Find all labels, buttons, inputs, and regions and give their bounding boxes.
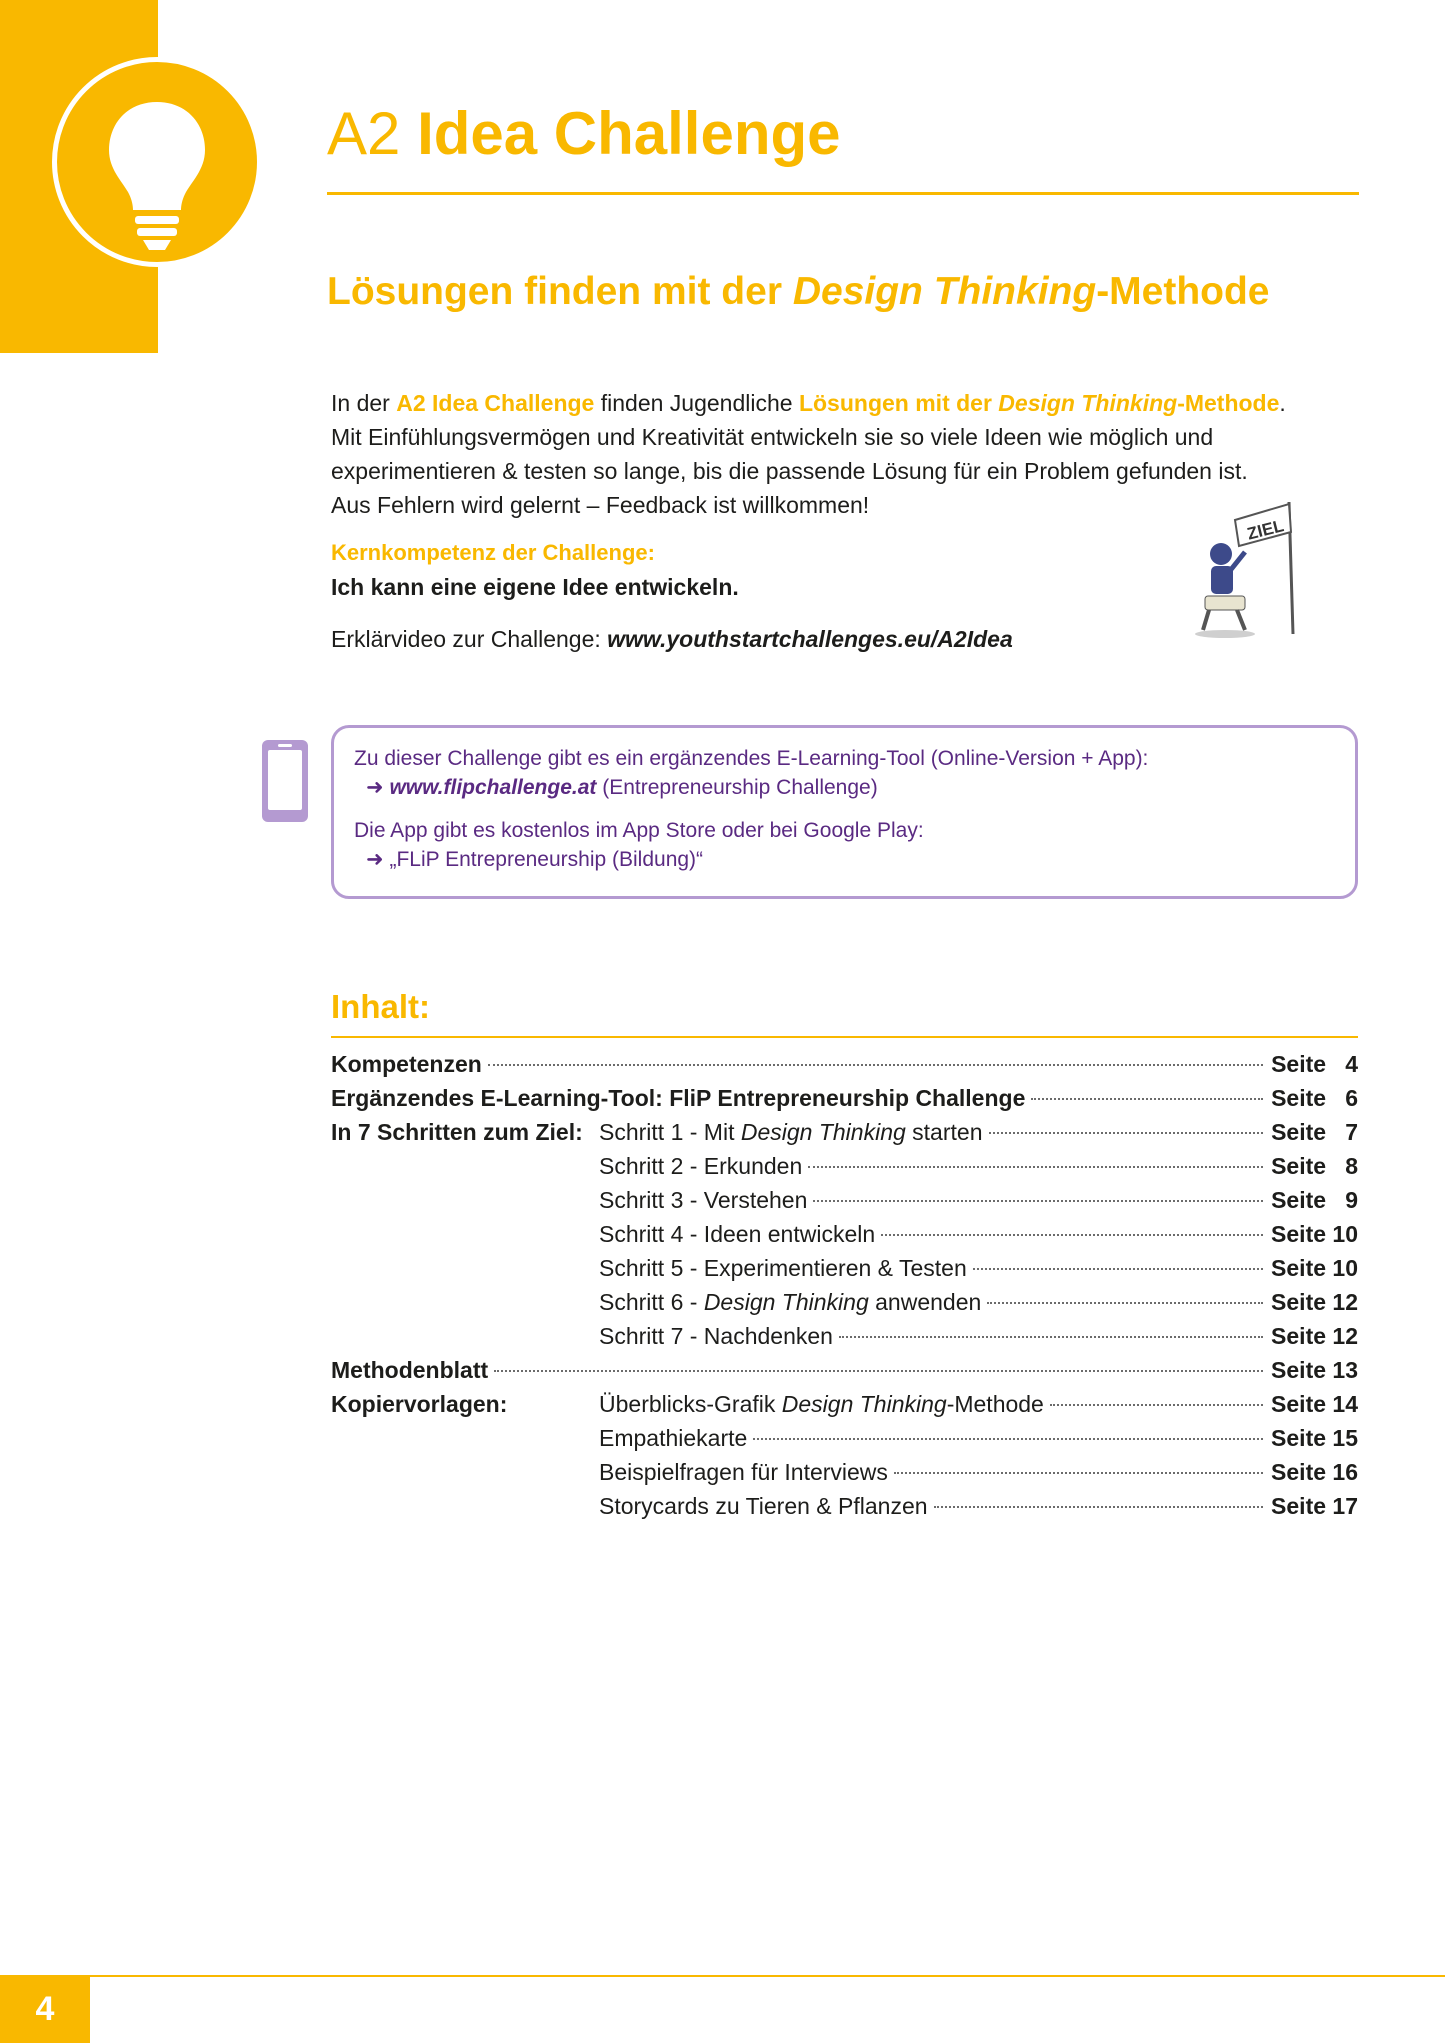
toc-row[interactable]: In 7 Schritten zum Ziel: Schritt 1 - Mit Design Thinking starten Seite 7 (331, 1115, 1358, 1149)
toc-row[interactable]: Empathiekarte Seite 15 (599, 1425, 1358, 1451)
toc-heading: Inhalt: (331, 988, 430, 1025)
video-line: Erklärvideo zur Challenge: www.youthstartchallenges.eu/A2Idea (331, 626, 1013, 652)
toc-section-label: In 7 Schritten zum Ziel: (331, 1119, 583, 1145)
lightbulb-icon (52, 57, 262, 267)
toc-row[interactable]: Schritt 6 - Design Thinking anwenden Seite 12 (599, 1289, 1358, 1315)
elearning-link-row: ➜ www.flipchallenge.at (Entrepreneurship Challenge) (366, 776, 878, 799)
toc-row[interactable]: Ergänzendes E-Learning-Tool: FliP Entrepreneurship Challenge Seite 6 (331, 1085, 1358, 1111)
page-title: A2 Idea Challenge (327, 100, 841, 167)
arrow-right-icon: ➜ (366, 848, 384, 871)
competence-label: Kernkompetenz der Challenge: (331, 540, 655, 565)
footer-divider (0, 1975, 1445, 1977)
toc-row[interactable]: Methodenblatt Seite 13 (331, 1357, 1358, 1383)
toc-row[interactable]: Schritt 2 - Erkunden Seite 8 (599, 1153, 1358, 1179)
app-store-info: Die App gibt es kostenlos im App Store oder bei Google Play: (354, 819, 924, 842)
toc-row[interactable]: Storycards zu Tieren & Pflanzen Seite 17 (599, 1493, 1358, 1519)
toc-row[interactable]: Schritt 3 - Verstehen Seite 9 (599, 1187, 1358, 1213)
toc-row[interactable]: Beispielfragen für Interviews Seite 16 (599, 1459, 1358, 1485)
toc-row[interactable]: Schritt 5 - Experimentieren & Testen Seite 10 (599, 1255, 1358, 1281)
toc-divider (331, 1036, 1358, 1038)
page-number: 4 (0, 1975, 90, 2043)
toc-row[interactable]: Kompetenzen Seite 4 (331, 1051, 1358, 1077)
toc-section-label: Kopiervorlagen: (331, 1391, 508, 1417)
toc-row[interactable]: Schritt 4 - Ideen entwickeln Seite 10 (599, 1221, 1358, 1247)
toc-row[interactable]: Schritt 7 - Nachdenken Seite 12 (599, 1323, 1358, 1349)
video-link[interactable]: www.youthstartchallenges.eu/A2Idea (607, 626, 1013, 652)
elearning-info-box (331, 725, 1358, 899)
elearning-intro: Zu dieser Challenge gibt es ein ergänzendes E-Learning-Tool (Online-Version + App): (354, 747, 1149, 770)
smartphone-icon (260, 738, 310, 824)
arrow-right-icon: ➜ (366, 776, 384, 799)
flipchallenge-link[interactable]: www.flipchallenge.at (389, 776, 597, 799)
competence-text: Ich kann eine eigene Idee entwickeln. (331, 574, 739, 600)
goal-sign-text: ZIEL (1245, 516, 1286, 544)
app-name: „FLiP Entrepreneurship (Bildung)“ (389, 848, 704, 871)
goal-flag-illustration (1185, 492, 1305, 642)
table-of-contents (331, 1047, 1358, 1523)
title-divider (327, 192, 1359, 195)
page-subtitle: Lösungen finden mit der Design Thinking-Methode (327, 270, 1270, 313)
toc-row[interactable]: Kopiervorlagen: Überblicks-Grafik Design Thinking-Methode Seite 14 (331, 1387, 1358, 1421)
intro-paragraph: In der A2 Idea Challenge finden Jugendliche Lösungen mit der Design Thinking-Methode. Mit Einfühlungsvermögen und Kreativität entwickeln sie so viele Ideen wie möglich und experimentieren & testen so lange, bis die passende Lösung für ein Problem gefunden ist. Aus Fehlern wird gelernt – Feedback ist willkommen! (331, 390, 1286, 518)
app-name-row (354, 845, 1335, 874)
